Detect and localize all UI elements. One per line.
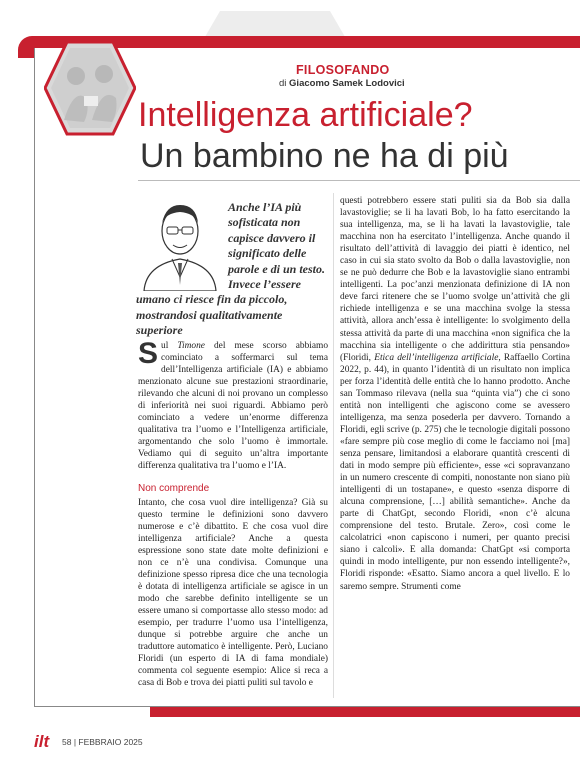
lead-portrait-spacer: [136, 200, 228, 290]
body-column-right: [340, 195, 570, 702]
right-text-2: , Raffaello Cortina 2022, p. 44), in quanto l’identità di un risultato non implica per forza l’identità delle entità che lo hanno prodotto. Anche san Tommaso rilevava (nella sua “quinta via”) che ci sono entità non intelligenti che agiscono come se avessero intelligenza, ma senza posederla per davvero. Tornando a Floridi, egli scrive (p. 275) che le tecnologie digitali possono «fare sempre più cose meglio di come le facciamo noi [ma] senza pensare, limitandosi a elaborare quantità crescenti di dati in modo sempre più efficiente», esse «ci sopravanzano in un numero crescente di compiti, nonostante non siano più intelligenti di un tostapane», e questo «senza disporre di alcuna comprensione, […] abilità semantiche». Anche da parte di ChatGpt, secondo Floridi, «non c’è alcuna comprensione del testo. Brutale. Zero», così come le calcolatrici «non capiscono i numeri, per quanto precisi siano i calcoli». E alla domanda: ChatGpt «si comporta quindi in modo intelligente, pur non essendo intelligente?», Floridi risponde: «Esatto. Siamo ancora a quel livello. E lo saremo sempre. Strumenti come: [340, 352, 570, 592]
byline: [279, 78, 405, 89]
section-label: FILOSOFANDO: [296, 63, 390, 77]
magazine-name: Timone: [177, 341, 205, 351]
drop-cap: S: [138, 340, 159, 370]
body-paragraph-right: [340, 195, 570, 593]
intro-text-1: ul: [161, 341, 178, 351]
article-title-line2: Un bambino ne ha di più: [140, 137, 509, 175]
byline-prefix: di: [279, 78, 287, 89]
intro-text-2: del mese scorso abbiamo cominciato a soffermarci sul tema dell’Intelligenza artificiale (IA) e abbiamo menzionato alcune sue prestazioni straordinarie, rilevando che alcuni di noi provano un complesso di inferiorità nei suoi riguardi. Abbiamo però cominciato a vedere un’enorme differenza qualitativa tra l’uomo e l’Intelligenza artificiale, argomentando che solo l’uomo è immortale. Vediamo qui di seguito un’altra importante differenza qualitativa tra l’uomo e l’IA.: [138, 341, 328, 472]
body-column-left: [138, 340, 328, 700]
subheading: Non comprende: [138, 482, 210, 494]
bottom-accent-bar: [150, 707, 580, 717]
column-divider: [333, 193, 334, 698]
article-title-line1: Intelligenza artificiale?: [138, 96, 473, 134]
magazine-logo: ilt: [34, 732, 50, 751]
article-lead: [136, 200, 326, 339]
right-text-1: questi potrebbero essere stati puliti sia da Bob sia dalla lavastoviglie; se li ha lavati Bob, lo ha fatto esercitando la sua intelligenza, ma, se li ha lavati la lavastoviglie, tale macchina non ha esercitato l’intelligenza. Anche quando il risultato dell’attività di lavaggio dei piatti è identico, nel caso in cui sia stato svolto da Bob o dalla lavastoviglie, non se ne può dedurre che Bob e la lavastoviglie siano entrambi intelligenti. La poc’anzi menzionata definizione di IA non deve farci ritenere che se l’uomo svolge un’attività che gli richiede intelligenza e se una macchina svolge la stessa attività, allora anch’essa è intelligente: lo svolgimento della stessa attività da parte di una macchina «non significa che la macchina sia intelligente o che addirittura stia pensando» (Floridi,: [340, 196, 570, 363]
section-emblem-image: [44, 40, 136, 136]
intro-paragraph: [138, 340, 328, 473]
lead-text: Anche l’IA più sofisticata non capisce davvero il significato delle parole e di un testo. Invece l’essere umano ci riesce fin da piccolo, mostrandosi qualitativamente superiore: [136, 200, 326, 338]
book-title: Etica dell’intelligenza artificiale: [374, 352, 499, 363]
page-number-date: 58 | FEBBRAIO 2025: [62, 737, 143, 747]
title-divider: [138, 180, 580, 181]
author-name: Giacomo Samek Lodovici: [289, 78, 405, 89]
body-paragraph-left: Intanto, che cosa vuol dire intelligenza? Già su questo termine le definizioni sono davvero numerose e c’è dibattito. E che cosa vuol dire intelligenza artificiale? Anche a questa espressione sono state date molte definizioni e non ce n’è una condivisa. Comunque una definizione spesso ripresa dice che una tecnologia è dotata di intelligenza artificiale se agisce in un modo che sarebbe definito intelligente se un essere umano si comportasse allo stesso modo: ad esempio, per tradurre l’uomo usa l’intelligenza, dunque si potrebbe arguire che anche un traduttore automatico è intelligente. Però, Luciano Floridi (un esperto di IA di fama mondiale) commenta col seguente esempio: Alice si reca a casa di Bob e trova dei piatti puliti sul tavolo e: [138, 497, 328, 689]
